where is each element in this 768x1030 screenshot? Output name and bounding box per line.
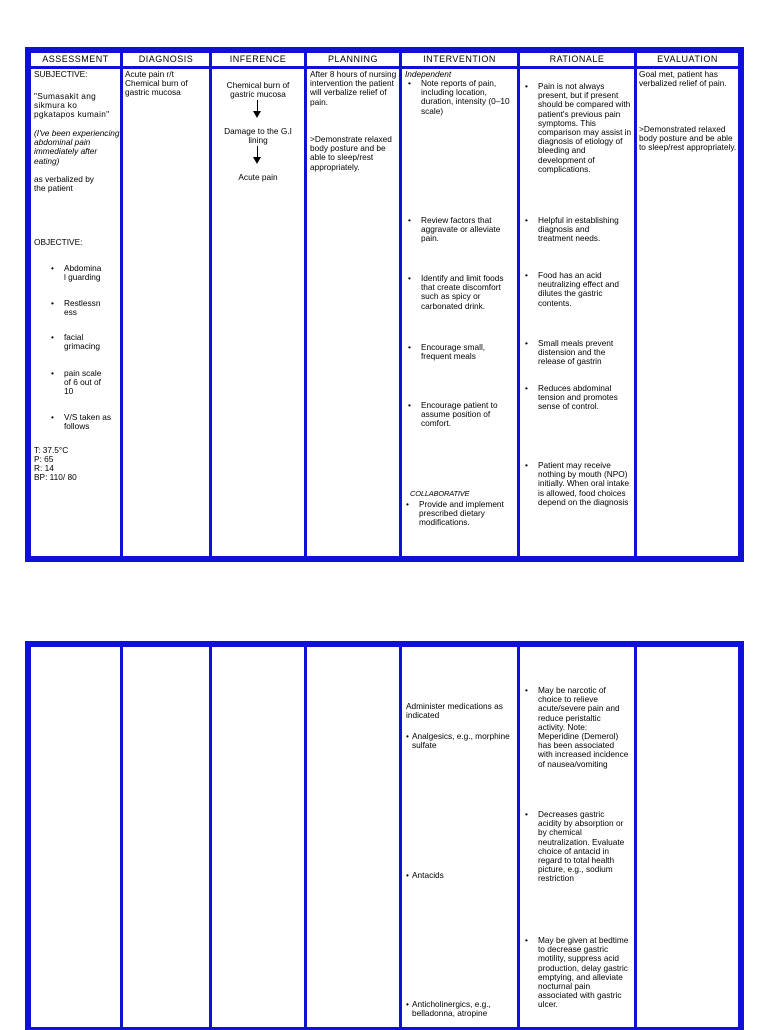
inference-step-2: Damage to the G.I lining: [224, 126, 292, 146]
intervention-item: • Identify and limit foods that create discomfort such as spicy or carbonated drink.: [408, 273, 504, 311]
bullet-icon: •: [525, 935, 528, 945]
header-rationale: RATIONALE: [520, 53, 634, 66]
bullet-icon: •: [51, 263, 54, 273]
vital-temp: T: 37.5°C: [34, 445, 69, 455]
bullet-icon: •: [525, 685, 528, 695]
planning-cell: [307, 69, 399, 556]
inference-cell: [212, 647, 304, 1027]
rationale-item: • May be given at bedtime to decrease gastric motility, suppress acid production, delay gastric emptying, and alleviate nocturnal pain associated with gastric ulcer.: [525, 935, 629, 1010]
rationale-item: • Food has an acid neutralizing effect and dilutes the gastric contents.: [525, 270, 620, 308]
rationale-item: • May be narcotic of choice to relieve acute/severe pain and reduce peristaltic activity. Note: Meperidine (Demerol) has been associated with increased incidence of nausea/vomiting: [525, 685, 629, 769]
evaluation-cell: [637, 69, 738, 556]
inference-step-3: Acute pain: [238, 172, 278, 182]
inference-step-1: Chemical burn of gastric mucosa: [226, 80, 290, 100]
bullet-icon: •: [525, 81, 528, 91]
intervention-cell: [402, 69, 517, 556]
rationale-item: • Helpful in establishing diagnosis and treatment needs.: [525, 215, 619, 244]
evaluation-cell: [637, 647, 738, 1027]
medication-intro: Administer medications as indicated: [406, 701, 503, 721]
bullet-icon: •: [408, 78, 411, 88]
evaluation-objective: >Demonstrated relaxed body posture and be able to sleep/rest appropriately.: [639, 124, 737, 153]
header-inference: INFERENCE: [212, 53, 304, 66]
header-assessment: ASSESSMENT: [31, 53, 120, 66]
bullet-icon: •: [408, 342, 411, 352]
intervention-item: • Review factors that aggravate or alleviate pain.: [408, 215, 501, 244]
bullet-icon: •: [406, 999, 409, 1009]
objective-item: • facial grimacing: [51, 332, 100, 352]
rationale-cell: [520, 647, 634, 1027]
intervention-item: • Antacids: [406, 870, 444, 880]
bullet-icon: •: [51, 298, 54, 308]
planning-objective: >Demonstrate relaxed body posture and be able to sleep/rest appropriately.: [310, 134, 392, 172]
bullet-icon: •: [406, 870, 409, 880]
intervention-item: • Provide and implement prescribed dietary modifications.: [406, 499, 504, 528]
bullet-icon: •: [51, 332, 54, 342]
header-intervention: INTERVENTION: [402, 53, 517, 66]
bullet-icon: •: [525, 460, 528, 470]
planning-cell: [307, 647, 399, 1027]
bullet-icon: •: [408, 215, 411, 225]
rationale-item: • Decreases gastric acidity by absorption or by chemical neutralization. Evaluate choice of antacid in regard to total health picture, e.g., sodium restriction: [525, 809, 625, 884]
intervention-item: • Note reports of pain, including location, duration, intensity (0–10 scale): [408, 78, 510, 116]
intervention-item: • Analgesics, e.g., morphine sulfate: [406, 731, 510, 751]
care-plan-table-continued: [25, 641, 744, 1030]
down-arrow-icon: [257, 100, 258, 112]
collaborative-label: COLLABORATIVE: [410, 489, 470, 498]
header-planning: PLANNING: [307, 53, 399, 66]
diagnosis-cell: [123, 69, 209, 556]
independent-label: Independent: [405, 69, 452, 79]
vital-resp: R: 14: [34, 463, 54, 473]
header-diagnosis: DIAGNOSIS: [123, 53, 209, 66]
diagnosis-cell: [123, 647, 209, 1027]
bullet-icon: •: [408, 273, 411, 283]
bullet-icon: •: [525, 809, 528, 819]
vital-bp: BP: 110/ 80: [34, 472, 77, 482]
bullet-icon: •: [525, 383, 528, 393]
bullet-icon: •: [525, 338, 528, 348]
bullet-icon: •: [51, 412, 54, 422]
rationale-item: • Reduces abdominal tension and promotes sense of control.: [525, 383, 618, 412]
inference-cell: [212, 69, 304, 556]
patient-quote: "Sumasakit ang sikmura ko pgkatapos kumain": [34, 91, 110, 120]
objective-item: • V/S taken as follows: [51, 412, 112, 432]
intervention-cell: [402, 647, 517, 1027]
bullet-icon: •: [406, 731, 409, 741]
rationale-item: • Patient may receive nothing by mouth (NPO) initially. When oral intake is allowed, food choices depend on the diagnosis: [525, 460, 630, 507]
header-evaluation: EVALUATION: [637, 53, 738, 66]
planning-goal: After 8 hours of nursing intervention the patient will verbalize relief of pain.: [310, 69, 397, 107]
objective-label: OBJECTIVE:: [34, 237, 83, 247]
vital-pulse: P: 65: [34, 454, 54, 464]
verbalized-note: as verbalized by the patient: [34, 174, 94, 194]
bullet-icon: •: [408, 400, 411, 410]
care-plan-table: [25, 47, 744, 562]
rationale-cell: [520, 69, 634, 556]
intervention-item: • Encourage patient to assume position of comfort.: [408, 400, 498, 429]
bullet-icon: •: [406, 499, 409, 509]
bullet-icon: •: [525, 215, 528, 225]
rationale-item: • Small meals prevent distension and the release of gastrin: [525, 338, 614, 367]
diagnosis-text: Acute pain r/t Chemical burn of gastric mucosa: [125, 69, 188, 98]
assessment-cell: [31, 647, 120, 1027]
evaluation-goal: Goal met, patient has verbalized relief of pain.: [639, 69, 727, 89]
intervention-item: • Anticholinergics, e.g., belladonna, atropine: [406, 999, 491, 1019]
objective-item: • Abdominal guarding: [51, 263, 102, 283]
bullet-icon: •: [51, 368, 54, 378]
down-arrow-icon: [257, 146, 258, 158]
quote-translation: (I've been experiencing abdominal pain immediately after eating): [34, 128, 120, 166]
intervention-item: • Encourage small, frequent meals: [408, 342, 486, 362]
bullet-icon: •: [525, 270, 528, 280]
assessment-cell: [31, 69, 120, 556]
rationale-item: • Pain is not always present, but if present should be compared with patient's previous pain symptoms. This comparison may assist in diagnosis of etiology of bleeding and development of complications.: [525, 81, 632, 174]
objective-item: • Restlessness: [51, 298, 101, 318]
subjective-label: SUBJECTIVE:: [34, 69, 88, 79]
objective-item: • pain scale of 6 out of 10: [51, 368, 102, 397]
